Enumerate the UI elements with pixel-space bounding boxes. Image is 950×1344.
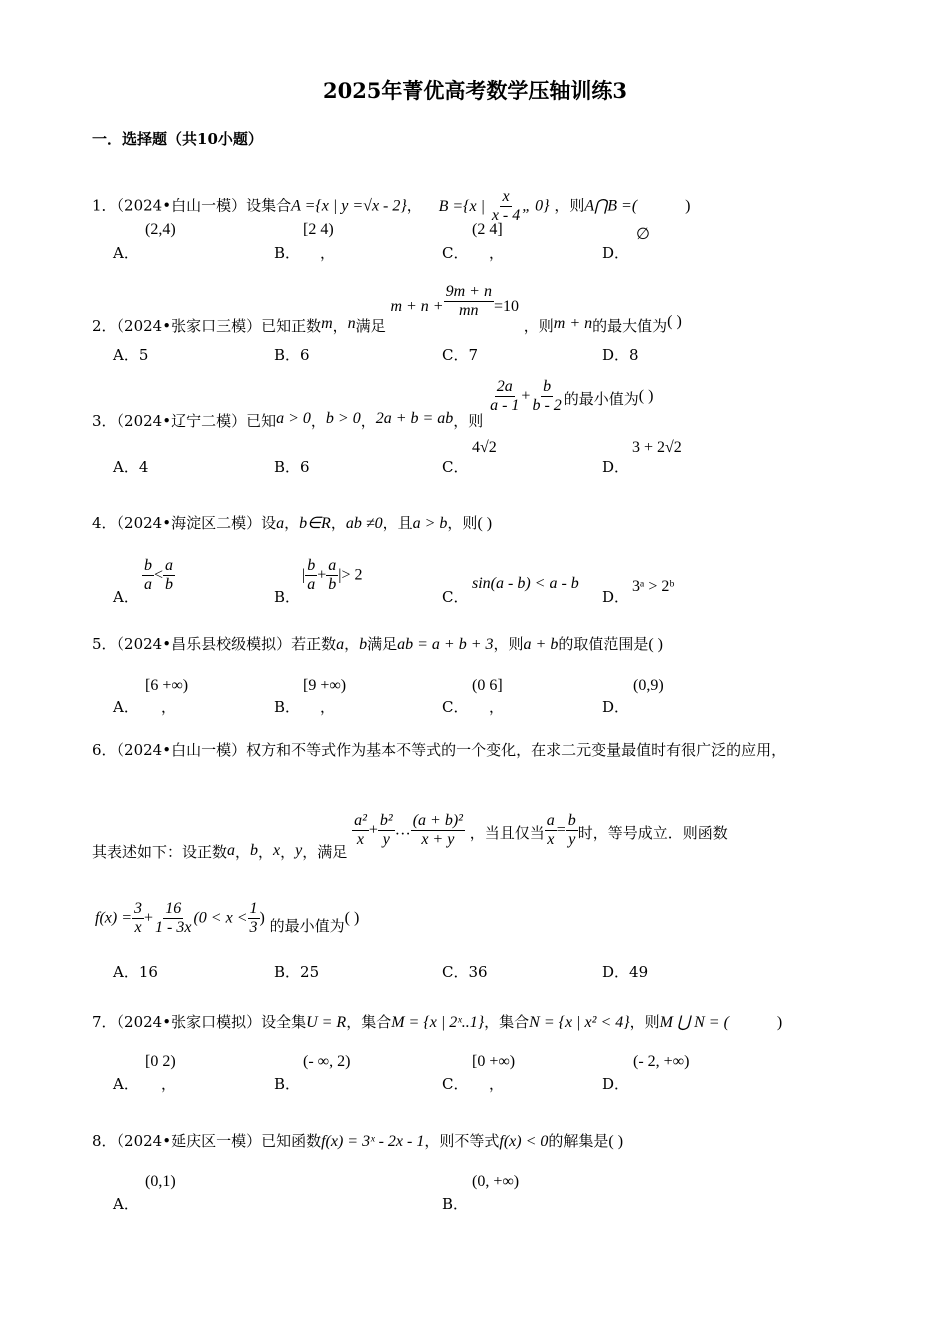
option-b-label: B． [274, 244, 301, 262]
option-d-value: (0,9) [633, 677, 664, 694]
fraction: $\frac{x}{x - 4}$ [491, 188, 521, 224]
option-a-value: [6 +∞) [145, 677, 189, 694]
option-b: B．25 [274, 963, 320, 981]
option-b-value: [9 +∞) [303, 677, 347, 694]
option-c-label: C． [442, 588, 469, 606]
option-c-label: C． [442, 698, 469, 716]
option-c-value: 4√2 [472, 439, 497, 456]
option-a-label: A． [113, 244, 139, 262]
option-d-label: D． [602, 458, 630, 476]
option-a-label: A． [113, 698, 139, 716]
question-8-stem: 8．（2024•延庆区一模）已知函数f(x) = 3ˣ - 2x - 1，则不等式f(x) < 0的解集是( ) [92, 1132, 624, 1150]
option-a-value: (0,1) [145, 1173, 176, 1190]
option-b-value: [2 4) [303, 221, 334, 238]
section-heading: 一．选择题（共10小题） [92, 130, 263, 148]
option-c: C．7 [442, 346, 479, 364]
question-3-stem: 3．（2024•辽宁二模）已知a > 0，b > 0，2a + b = ab，则 $\frac{2a}{a - 1}$ + $\frac{b}{b - 2}$ 的最小值为( ) [92, 378, 654, 430]
option-b-value: (0, +∞) [472, 1173, 520, 1190]
option-a: A．16 [113, 963, 158, 981]
page-title: 2025年菁优高考数学压轴训练3 [322, 78, 628, 103]
option-a-value: [0 2) [145, 1053, 176, 1070]
question-1-stem: 1．（2024•白山一模）设集合A ={x | y =√x - 2}， B ={x | $\frac{x}{x - 4}$ „ 0} ，则A⋂B =( ) [92, 188, 691, 224]
option-d-value: 3ᵃ > 2ᵇ [632, 578, 675, 595]
option-d: D．49 [602, 963, 649, 981]
question-6-line-2: 其表述如下：设正数a，b，x，y，满足 $\frac{\text{a²}}{x}$ + $\frac{\text{b²}}{y}$ … $\frac{\text{(a + b)²}}{x + y}$ ，当且仅当 $\frac{a}{x}$ = $\frac{b}{y}$ 时，等号成立．则函数 [92, 812, 728, 861]
option-a-label: A． [113, 1075, 139, 1093]
option-c-label: C． [442, 244, 469, 262]
option-d-label: D． [602, 698, 630, 716]
option-b-label: B． [274, 588, 301, 606]
option-c-value: [0 +∞) [472, 1053, 516, 1070]
option-d-label: D． [602, 244, 630, 262]
option-d: D．8 [602, 346, 639, 364]
question-5-stem: 5．（2024•昌乐县校级模拟）若正数a，b满足ab = a + b + 3，则a + b的取值范围是( ) [92, 635, 663, 653]
option-b-label: B． [274, 698, 301, 716]
option-a-value: (2,4) [145, 221, 176, 238]
option-c-value: (2 4] [472, 221, 503, 238]
option-a-label: A． [113, 588, 139, 606]
option-b-label: B． [442, 1195, 469, 1213]
option-a: A．5 [113, 346, 149, 364]
option-c-label: C． [442, 458, 469, 476]
question-6-line-3: f(x) = $\frac{3}{x}$ + $\frac{16}{1 - 3x}$ (0 < x < $\frac{1}{3}$ ) 的最小值为( ) [95, 900, 360, 936]
option-d-value: ∅ [636, 226, 650, 243]
option-b-label: B． [274, 1075, 301, 1093]
option-a-value: $\frac{b}{a}$ < $\frac{a}{b}$ [144, 557, 174, 593]
option-b: B．6 [274, 458, 310, 476]
set-a: A ={x | y =√x - 2} [291, 197, 407, 215]
option-d-value: (- 2, +∞) [633, 1053, 690, 1070]
option-c-label: C． [442, 1075, 469, 1093]
question-4-stem: 4．（2024•海淀区二模）设a，b∈R，ab ≠0，且a > b，则( ) [92, 514, 493, 532]
question-6-line-1: 6．（2024•白山一模）权方和不等式作为基本不等式的一个变化，在求二元变量最值时有很广泛的应用， [92, 741, 787, 759]
option-c-value: (0 6] [472, 677, 503, 694]
fraction: $\frac{2a}{a - 1}$ [490, 378, 520, 414]
option-d-value: 3 + 2√2 [632, 439, 682, 456]
fraction: $\frac{9m + n}{mn}$ [445, 283, 492, 319]
option-d-label: D． [602, 1075, 630, 1093]
option-b-value: (- ∞, 2) [303, 1053, 351, 1070]
option-c: C．36 [442, 963, 488, 981]
question-2-stem: 2．（2024•张家口三模）已知正数m，n满足 m + n + $\frac{9m + n}{mn}$ =10 ，则m + n的最大值为( ) [92, 283, 682, 335]
fraction: $\frac{b}{b - 2}$ [532, 378, 562, 414]
option-b-value: | $\frac{b}{a}$ + $\frac{a}{b}$ |> 2 [302, 557, 363, 593]
option-c-value: sin(a - b) < a - b [472, 575, 579, 592]
option-a-label: A． [113, 1195, 139, 1213]
option-a: A．4 [113, 458, 149, 476]
option-b: B．6 [274, 346, 310, 364]
option-d-label: D． [602, 588, 630, 606]
question-7-stem: 7．（2024•张家口模拟）设全集U = R，集合M = {x | 2ˣ..1}，集合N = {x | x² < 4}，则M ⋃ N = ( ) [92, 1013, 783, 1031]
